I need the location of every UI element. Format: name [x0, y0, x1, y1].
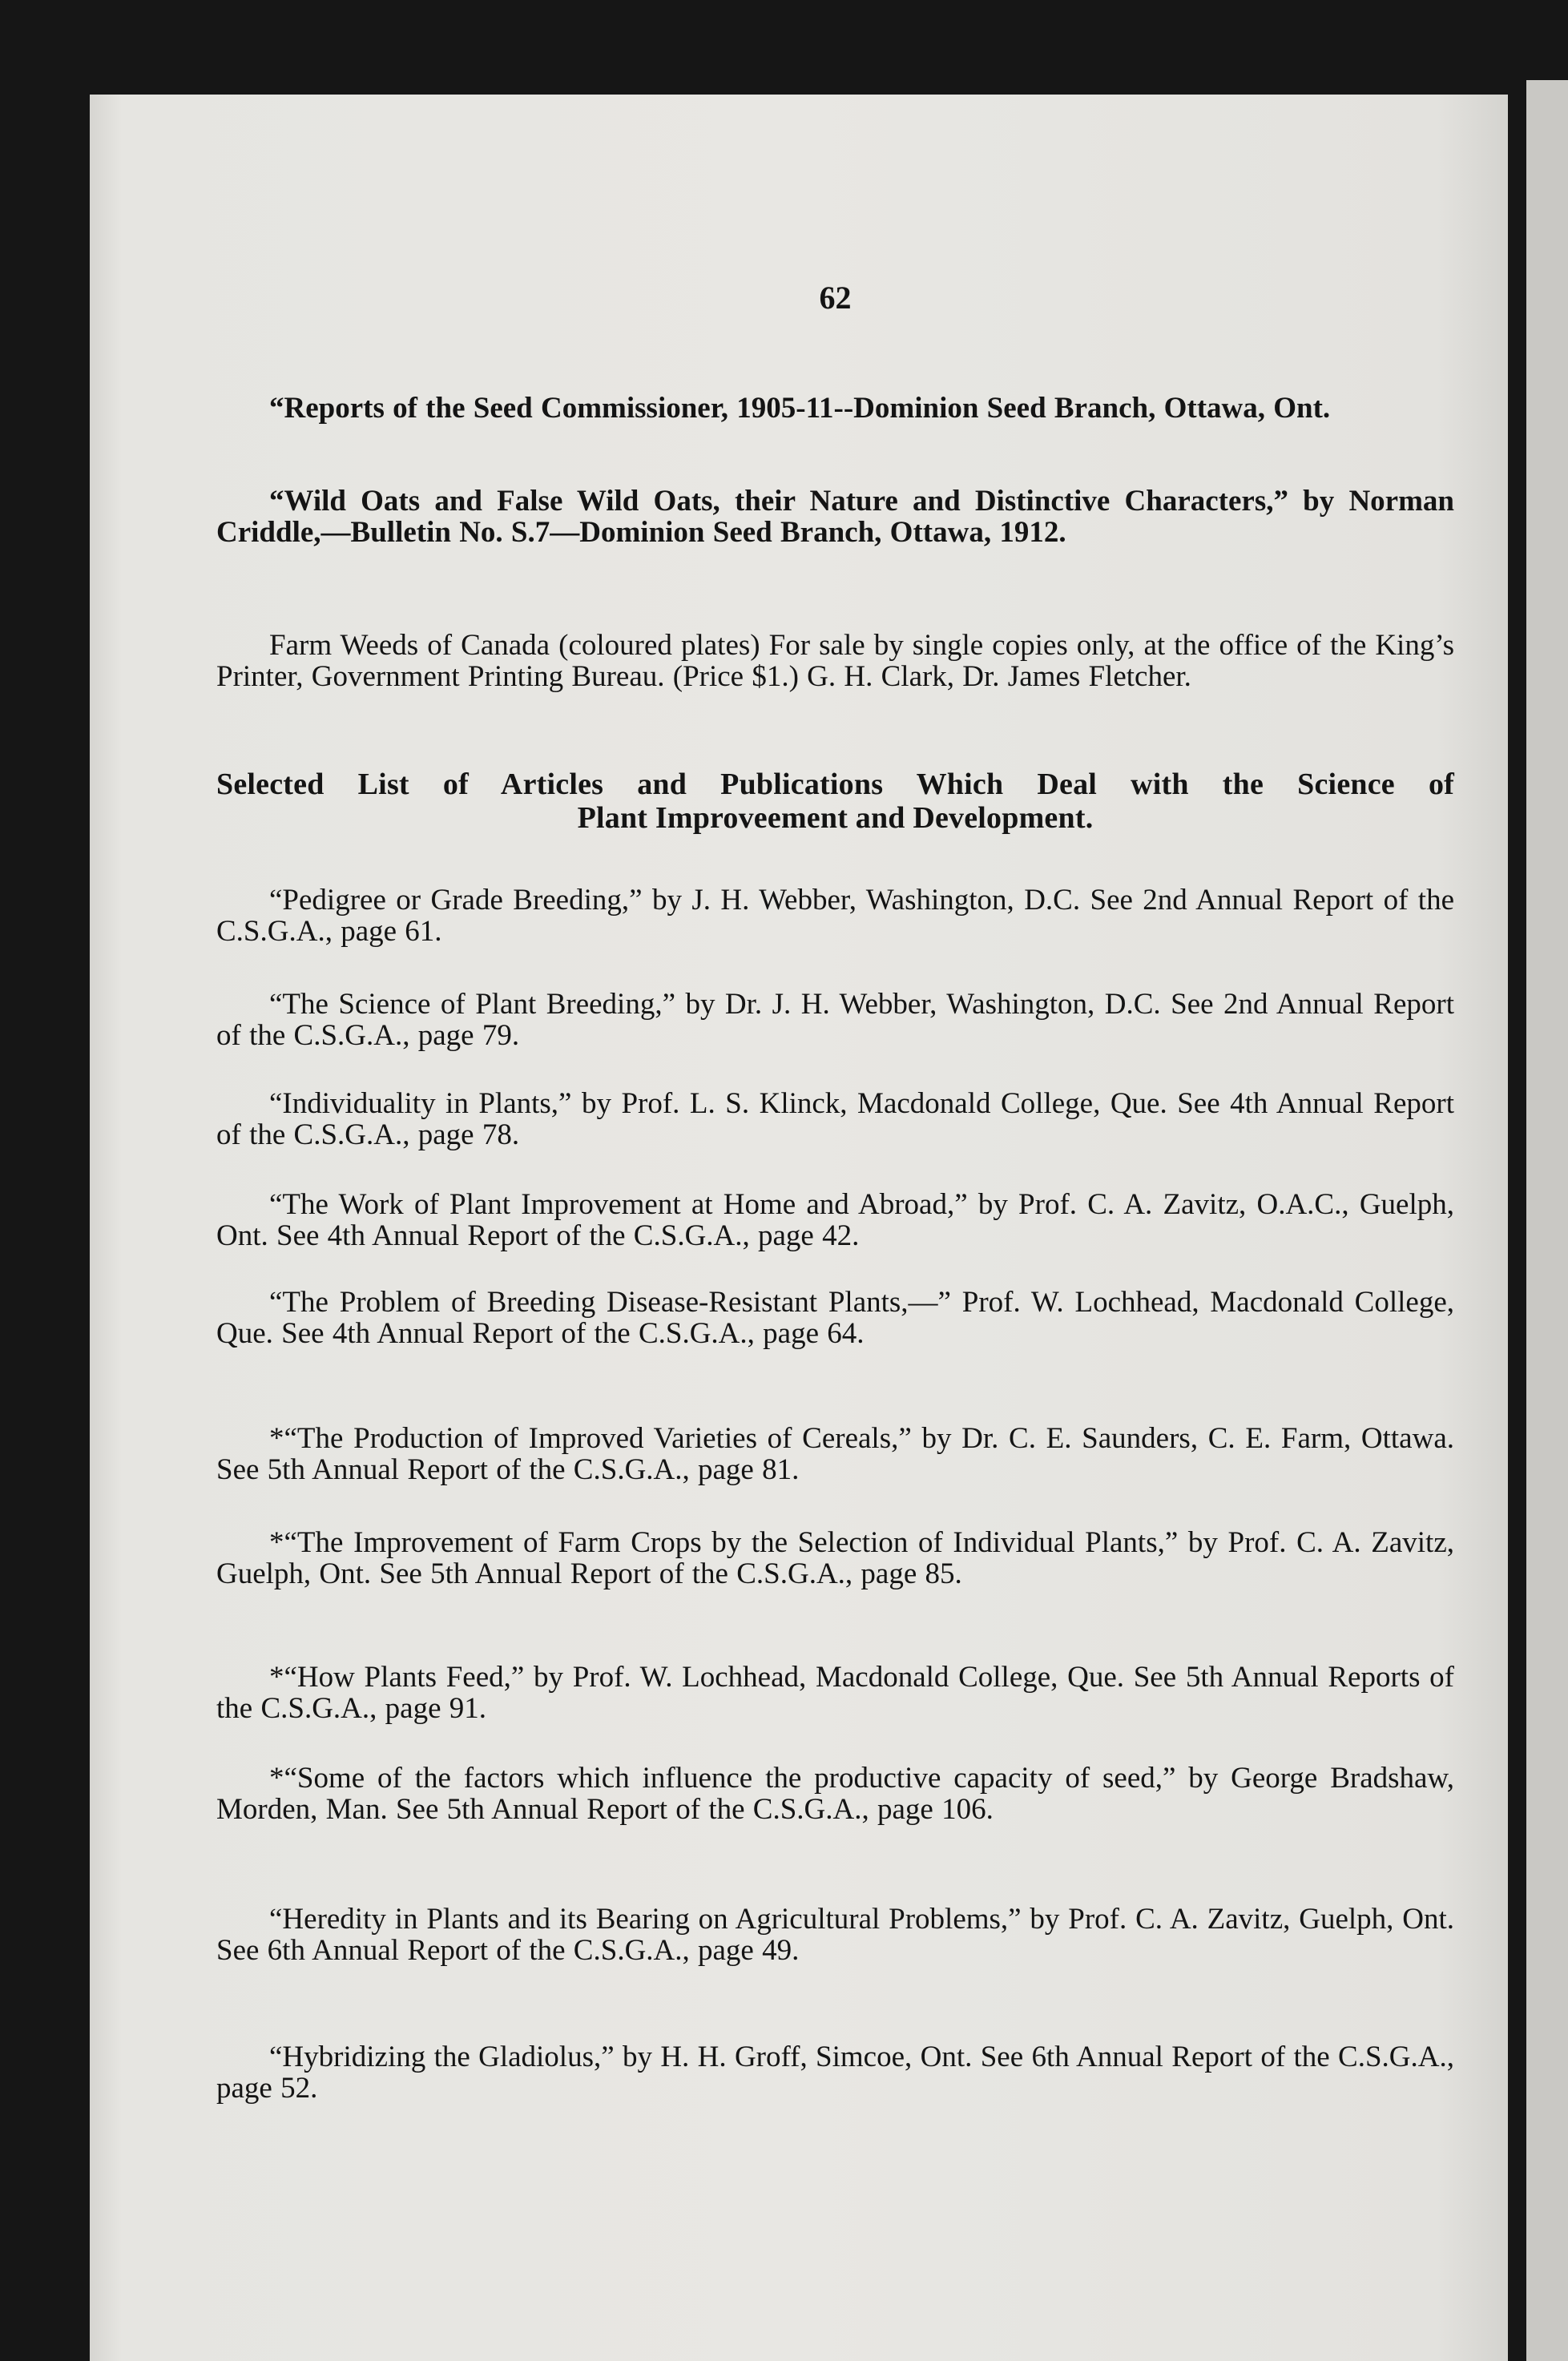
- article-entry: “The Problem of Breeding Disease-Resistant Plants,—” Prof. W. Lochhead, Macdonald College, Que. See 4th Annual Report of the C.S.G.A., page 64.: [216, 1286, 1454, 1350]
- article-entry: *“The Improvement of Farm Crops by the Selection of Individual Plants,” by Prof. C. A. Zavitz, Guelph, Ont. See 5th Annual Report of the C.S.G.A., page 85.: [216, 1526, 1454, 1590]
- article-entry: “Heredity in Plants and its Bearing on Agricultural Problems,” by Prof. C. A. Zavitz, Guelph, Ont. See 6th Annual Report of the C.S.G.A., page 49.: [216, 1903, 1454, 1967]
- reference-entry: Farm Weeds of Canada (coloured plates) For sale by single copies only, at the office of the King’s Printer, Government Printing Bureau. (Price $1.) G. H. Clark, Dr. James Fletcher.: [216, 629, 1454, 693]
- adjacent-page-edge: [1526, 80, 1568, 2361]
- article-entry: *“Some of the factors which influence the productive capacity of seed,” by George Bradshaw, Morden, Man. See 5th Annual Report of the C.S.G.A., page 106.: [216, 1762, 1454, 1826]
- page-number: 62: [819, 280, 852, 316]
- article-entry: “Individuality in Plants,” by Prof. L. S. Klinck, Macdonald College, Que. See 4th Annual Report of the C.S.G.A., page 78.: [216, 1087, 1454, 1151]
- section-heading: [216, 768, 1454, 835]
- reference-entry: “Reports of the Seed Commissioner, 1905-11--Dominion Seed Branch, Ottawa, Ont.: [269, 392, 1331, 425]
- section-heading-line: Selected List of Articles and Publications Which Deal with the Science of: [216, 768, 1454, 801]
- reference-entry: “Wild Oats and False Wild Oats, their Nature and Distinctive Characters,” by Norman Criddle,—Bulletin No. S.7—Dominion Seed Branch, Ottawa, 1912.: [216, 485, 1454, 549]
- article-entry: “Hybridizing the Gladiolus,” by H. H. Groff, Simcoe, Ont. See 6th Annual Report of the C.S.G.A., page 52.: [216, 2041, 1454, 2105]
- article-entry: “Pedigree or Grade Breeding,” by J. H. Webber, Washington, D.C. See 2nd Annual Report of the C.S.G.A., page 61.: [216, 884, 1454, 948]
- article-entry: “The Work of Plant Improvement at Home and Abroad,” by Prof. C. A. Zavitz, O.A.C., Guelph, Ont. See 4th Annual Report of the C.S.G.A., page 42.: [216, 1188, 1454, 1252]
- section-heading-line: Plant Improveement and Development.: [577, 801, 1094, 835]
- article-entry: *“The Production of Improved Varieties of Cereals,” by Dr. C. E. Saunders, C. E. Farm, Ottawa. See 5th Annual Report of the C.S.G.A., page 81.: [216, 1422, 1454, 1486]
- article-entry: “The Science of Plant Breeding,” by Dr. J. H. Webber, Washington, D.C. See 2nd Annual Report of the C.S.G.A., page 79.: [216, 988, 1454, 1052]
- article-entry: *“How Plants Feed,” by Prof. W. Lochhead, Macdonald College, Que. See 5th Annual Reports of the C.S.G.A., page 91.: [216, 1661, 1454, 1725]
